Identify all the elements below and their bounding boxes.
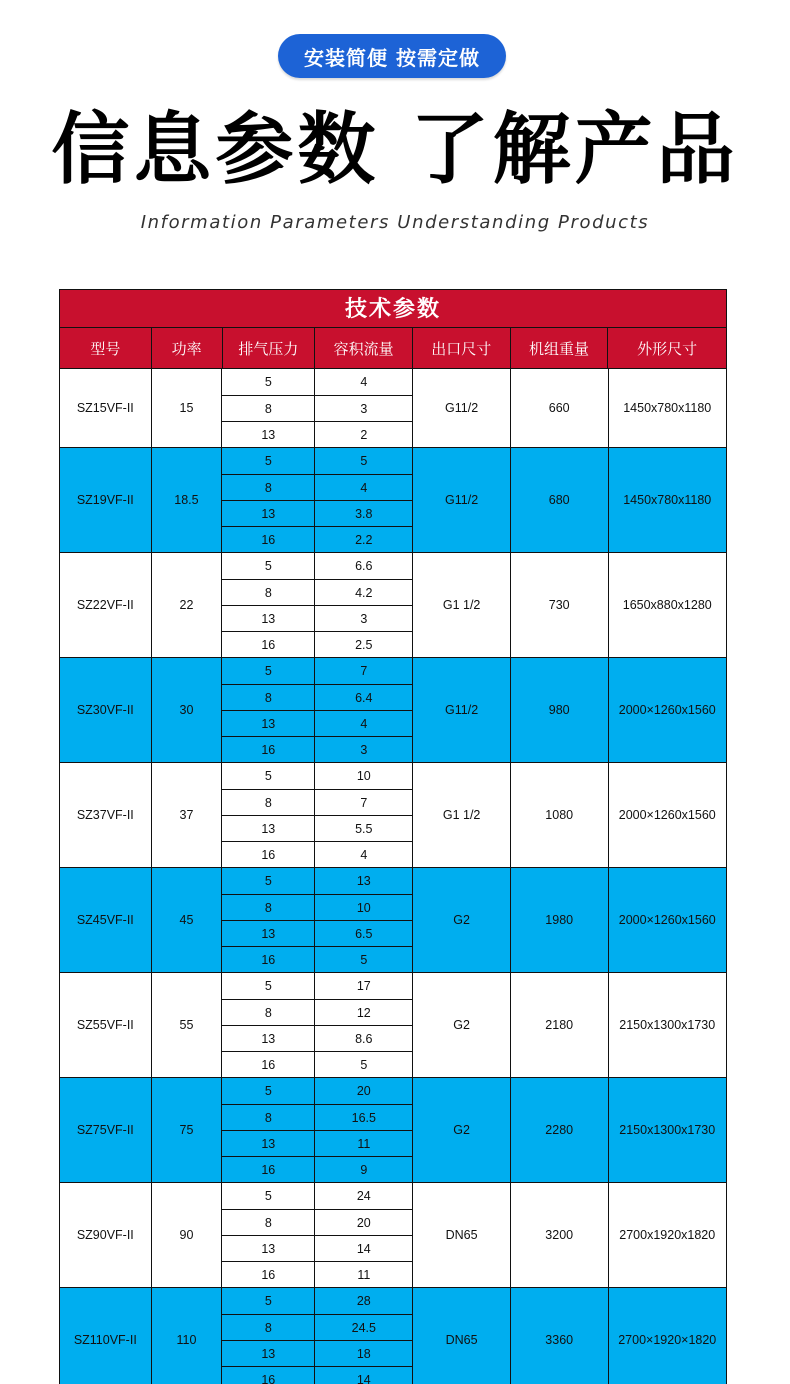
table-row xyxy=(59,973,727,1078)
table-header xyxy=(59,328,727,369)
cell-pressure: 8 xyxy=(222,396,315,421)
cell-model: SZ110VF-II xyxy=(60,1288,152,1384)
cell-dimensions: 1650x880x1280 xyxy=(622,598,712,612)
table-row xyxy=(59,1078,727,1183)
cell-dimensions: 2000×1260x1560 xyxy=(618,913,716,927)
cell-flow: 7 xyxy=(360,795,368,810)
cell-model: SZ90VF-II xyxy=(60,1183,152,1287)
cell-pressure: 5 xyxy=(222,868,315,894)
cell-flow: 5 xyxy=(360,1057,368,1072)
cell-weight: 3200 xyxy=(511,1183,609,1287)
subtable-row xyxy=(222,448,412,474)
cell-weight: 1080 xyxy=(511,763,609,867)
pressure-flow-subtable xyxy=(222,448,413,552)
subtable-row xyxy=(222,1025,412,1051)
cell-flow: 16.5 xyxy=(351,1110,376,1125)
cell-weight: 680 xyxy=(511,448,609,552)
cell-weight: 1980 xyxy=(511,868,609,972)
cell-pressure: 13 xyxy=(222,816,315,841)
cell-pressure: 13 xyxy=(222,711,315,736)
subtable-row xyxy=(222,500,412,526)
cell-pressure: 8 xyxy=(222,475,315,500)
spec-table xyxy=(59,289,727,1384)
cell-power: 55 xyxy=(152,973,223,1077)
subtable-row xyxy=(222,894,412,920)
cell-power: 90 xyxy=(152,1183,223,1287)
cell-flow: 12 xyxy=(356,1005,371,1020)
cell-pressure: 8 xyxy=(222,790,315,815)
cell-pressure: 16 xyxy=(222,1367,315,1384)
cell-flow: 2 xyxy=(360,427,368,442)
cell-flow: 5.5 xyxy=(355,821,373,836)
cell-flow: 18 xyxy=(356,1346,371,1361)
cell-flow: 5 xyxy=(360,454,368,468)
subtable-row xyxy=(222,553,412,579)
cell-dimensions: 2000×1260x1560 xyxy=(618,808,716,822)
cell-flow: 20 xyxy=(356,1215,371,1230)
pressure-flow-subtable xyxy=(222,868,413,972)
cell-flow: 3 xyxy=(360,611,368,626)
cell-pressure: 16 xyxy=(222,527,315,552)
cell-pressure: 16 xyxy=(222,632,315,657)
table-row xyxy=(59,448,727,553)
cell-power: 37 xyxy=(152,763,223,867)
cell-model: SZ55VF-II xyxy=(60,973,152,1077)
header-flow: 容积流量 xyxy=(315,328,413,368)
cell-pressure: 16 xyxy=(222,737,315,762)
cell-outlet: G2 xyxy=(413,1078,511,1182)
header-dimensions: 外形尺寸 xyxy=(637,339,698,358)
subtable-row xyxy=(222,946,412,972)
cell-pressure: 8 xyxy=(222,580,315,605)
cell-flow: 4 xyxy=(360,716,368,731)
cell-outlet: G1 1/2 xyxy=(413,763,511,867)
cell-flow: 8.6 xyxy=(355,1031,373,1046)
pressure-flow-subtable xyxy=(222,1183,413,1287)
cell-flow: 6.6 xyxy=(355,559,373,573)
subtable-row xyxy=(222,815,412,841)
cell-flow: 14 xyxy=(356,1372,371,1384)
page-subtitle: Information Parameters Understanding Products xyxy=(140,212,650,233)
header-outlet: 出口尺寸 xyxy=(413,328,511,368)
cell-pressure: 8 xyxy=(222,1105,315,1130)
cell-pressure: 8 xyxy=(222,1210,315,1235)
subtable-row xyxy=(222,999,412,1025)
subtable-row xyxy=(222,1261,412,1287)
header-pressure: 排气压力 xyxy=(223,328,316,368)
cell-pressure: 16 xyxy=(222,1157,315,1182)
subtable-row xyxy=(222,1156,412,1182)
cell-flow: 10 xyxy=(356,769,371,783)
cell-flow: 17 xyxy=(356,979,371,993)
cell-pressure: 5 xyxy=(222,658,315,684)
cell-flow: 11 xyxy=(357,1136,371,1151)
cell-flow: 7 xyxy=(360,664,368,678)
table-row xyxy=(59,369,727,448)
cell-flow: 13 xyxy=(356,874,371,888)
cell-model: SZ45VF-II xyxy=(60,868,152,972)
cell-flow: 24.5 xyxy=(351,1320,376,1335)
cell-pressure: 5 xyxy=(222,973,315,999)
cell-flow: 4 xyxy=(360,375,368,389)
cell-pressure: 13 xyxy=(222,1341,315,1366)
pressure-flow-subtable xyxy=(222,658,413,762)
cell-pressure: 5 xyxy=(222,369,315,395)
cell-flow: 4 xyxy=(360,480,368,495)
promo-badge: 安装简便 按需定做 xyxy=(278,34,506,78)
cell-power: 22 xyxy=(152,553,223,657)
table-body xyxy=(59,369,727,1384)
header-weight: 机组重量 xyxy=(511,328,609,368)
cell-flow: 4 xyxy=(360,847,368,862)
cell-power: 18.5 xyxy=(152,448,223,552)
table-row xyxy=(59,1183,727,1288)
pressure-flow-subtable xyxy=(222,369,413,447)
pressure-flow-subtable xyxy=(222,973,413,1077)
subtable-row xyxy=(222,474,412,500)
cell-outlet: G1 1/2 xyxy=(413,553,511,657)
cell-model: SZ19VF-II xyxy=(60,448,152,552)
cell-flow: 20 xyxy=(356,1084,371,1098)
cell-outlet: G11/2 xyxy=(413,369,511,447)
subtable-row xyxy=(222,1366,412,1384)
pressure-flow-subtable xyxy=(222,1288,413,1384)
cell-pressure: 5 xyxy=(222,448,315,474)
cell-pressure: 8 xyxy=(222,685,315,710)
pressure-flow-subtable xyxy=(222,763,413,867)
subtable-row xyxy=(222,841,412,867)
cell-pressure: 13 xyxy=(222,501,315,526)
cell-weight: 3360 xyxy=(511,1288,609,1384)
subtable-row xyxy=(222,1314,412,1340)
cell-outlet: DN65 xyxy=(413,1288,511,1384)
subtable-row xyxy=(222,1183,412,1209)
cell-power: 45 xyxy=(152,868,223,972)
cell-outlet: G2 xyxy=(413,973,511,1077)
table-row xyxy=(59,763,727,868)
cell-outlet: G11/2 xyxy=(413,658,511,762)
cell-pressure: 5 xyxy=(222,1288,315,1314)
cell-dimensions: 1450x780x1180 xyxy=(623,401,712,415)
cell-dimensions: 1450x780x1180 xyxy=(623,493,712,507)
cell-pressure: 5 xyxy=(222,1078,315,1104)
cell-flow: 3 xyxy=(360,401,368,416)
subtable-row xyxy=(222,1209,412,1235)
subtable-row xyxy=(222,1235,412,1261)
pressure-flow-subtable xyxy=(222,553,413,657)
cell-pressure: 16 xyxy=(222,947,315,972)
cell-outlet: DN65 xyxy=(413,1183,511,1287)
subtable-row xyxy=(222,1130,412,1156)
cell-weight: 660 xyxy=(511,369,609,447)
subtable-row xyxy=(222,631,412,657)
subtable-row xyxy=(222,526,412,552)
cell-flow: 3 xyxy=(360,742,368,757)
subtable-row xyxy=(222,1340,412,1366)
cell-flow: 11 xyxy=(357,1267,371,1282)
table-row xyxy=(59,868,727,973)
subtable-row xyxy=(222,605,412,631)
cell-pressure: 13 xyxy=(222,1236,315,1261)
cell-pressure: 13 xyxy=(222,1026,315,1051)
cell-pressure: 5 xyxy=(222,763,315,789)
cell-weight: 2180 xyxy=(511,973,609,1077)
cell-model: SZ75VF-II xyxy=(60,1078,152,1182)
cell-flow: 28 xyxy=(356,1294,371,1308)
subtable-row xyxy=(222,763,412,789)
subtable-row xyxy=(222,579,412,605)
page-title: 信息参数 了解产品 xyxy=(51,105,739,195)
subtable-row xyxy=(222,395,412,421)
cell-pressure: 8 xyxy=(222,1000,315,1025)
cell-flow: 9 xyxy=(360,1162,368,1177)
cell-pressure: 8 xyxy=(222,1315,315,1340)
subtable-row xyxy=(222,710,412,736)
cell-flow: 5 xyxy=(360,952,368,967)
table-row xyxy=(59,658,727,763)
subtable-row xyxy=(222,868,412,894)
cell-pressure: 5 xyxy=(222,1183,315,1209)
cell-dimensions: 2700×1920×1820 xyxy=(618,1333,717,1347)
cell-pressure: 16 xyxy=(222,1052,315,1077)
cell-flow: 2.2 xyxy=(355,532,373,547)
cell-weight: 980 xyxy=(511,658,609,762)
cell-flow: 3.8 xyxy=(355,506,373,521)
cell-flow: 24 xyxy=(356,1189,371,1203)
cell-outlet: G11/2 xyxy=(413,448,511,552)
cell-model: SZ30VF-II xyxy=(60,658,152,762)
cell-weight: 2280 xyxy=(511,1078,609,1182)
cell-pressure: 13 xyxy=(222,921,315,946)
cell-dimensions: 2150x1300x1730 xyxy=(619,1123,716,1137)
cell-dimensions: 2150x1300x1730 xyxy=(619,1018,716,1032)
cell-model: SZ22VF-II xyxy=(60,553,152,657)
cell-power: 15 xyxy=(152,369,223,447)
subtable-row xyxy=(222,736,412,762)
subtable-row xyxy=(222,789,412,815)
cell-dimensions: 2000×1260x1560 xyxy=(618,703,716,717)
cell-pressure: 13 xyxy=(222,422,315,447)
header-power: 功率 xyxy=(152,328,223,368)
subtable-row xyxy=(222,1104,412,1130)
cell-flow: 4.2 xyxy=(355,585,373,600)
cell-pressure: 13 xyxy=(222,606,315,631)
cell-dimensions: 2700x1920x1820 xyxy=(619,1228,716,1242)
cell-flow: 2.5 xyxy=(355,637,373,652)
subtable-row xyxy=(222,684,412,710)
cell-pressure: 8 xyxy=(222,895,315,920)
cell-pressure: 5 xyxy=(222,553,315,579)
subtable-row xyxy=(222,1078,412,1104)
subtable-row xyxy=(222,1051,412,1077)
cell-pressure: 16 xyxy=(222,842,315,867)
cell-weight: 730 xyxy=(511,553,609,657)
cell-flow: 10 xyxy=(356,900,371,915)
subtable-row xyxy=(222,1288,412,1314)
cell-pressure: 13 xyxy=(222,1131,315,1156)
cell-model: SZ15VF-II xyxy=(60,369,152,447)
cell-power: 30 xyxy=(152,658,223,762)
pressure-flow-subtable xyxy=(222,1078,413,1182)
subtable-row xyxy=(222,369,412,395)
subtable-row xyxy=(222,920,412,946)
cell-pressure: 16 xyxy=(222,1262,315,1287)
subtable-row xyxy=(222,658,412,684)
subtable-row xyxy=(222,973,412,999)
header-model: 型号 xyxy=(60,328,152,368)
cell-flow: 14 xyxy=(356,1241,371,1256)
table-title: 技术参数 xyxy=(59,289,727,328)
table-row xyxy=(59,1288,727,1384)
cell-power: 110 xyxy=(152,1288,223,1384)
cell-power: 75 xyxy=(152,1078,223,1182)
cell-flow: 6.5 xyxy=(355,926,373,941)
subtable-row xyxy=(222,421,412,447)
cell-flow: 6.4 xyxy=(355,690,373,705)
table-row xyxy=(59,553,727,658)
cell-model: SZ37VF-II xyxy=(60,763,152,867)
cell-outlet: G2 xyxy=(413,868,511,972)
